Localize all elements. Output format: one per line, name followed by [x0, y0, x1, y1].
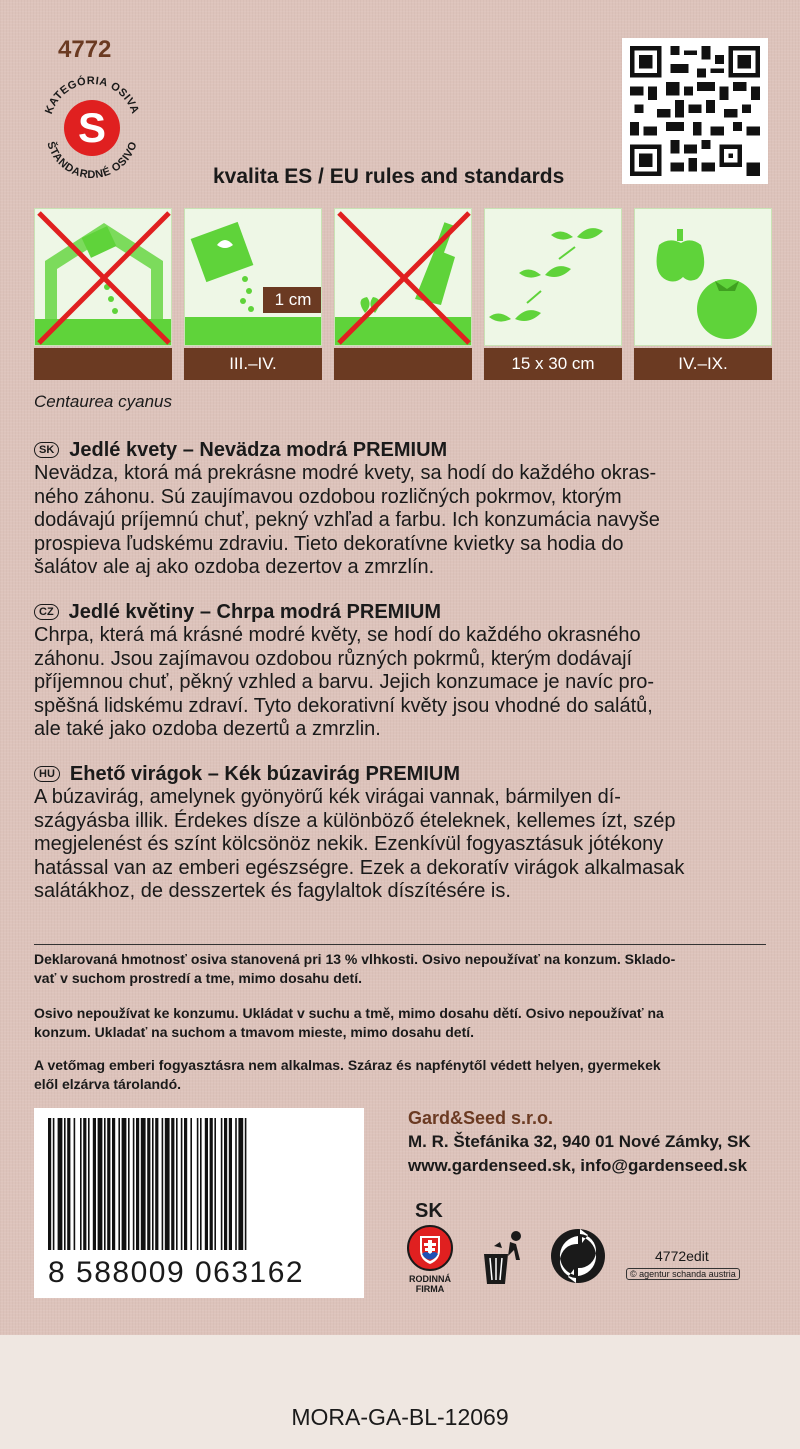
section-text: A búzavirág, amelynek gyönyörű kék virágai vannak, bármilyen dí- szágyásba illik. Érdekes dísze a különböző ételeknek, kellemes ízt, szép megjelenést és színt kölcsönöz nekik. Ezenkívül fogyasztásuk jótékony hatással van az emberi egészségre. Ezek a dekoratív virágok alkalmasak salátákhoz, de desszertek és fagylaltok díszítésére is.: [34, 786, 685, 902]
sk-label: SK: [415, 1200, 443, 1222]
barcode: [34, 1108, 364, 1298]
section-hu: [34, 762, 774, 904]
note-sk: Deklarovaná hmotnosť osiva stanovená pri 13 % vlhkosti. Osivo nepoužívať na konzum. Sklado- vať v suchom prostredí a tme, mimo dosahu detí.: [34, 951, 676, 986]
product-code: 4772: [58, 36, 112, 63]
seed-category-badge: [36, 70, 148, 182]
lang-badge: SK: [34, 442, 59, 458]
section-text: Nevädza, ktorá má prekrásne modré kvety, sa hodí do každého okras- ného záhonu. Sú zaujímavou ozdobou rozličných pokrmov, ktorým dodávajú príjemnú chuť, pekný vzhľad a farbu. Ich konzumácia navyše prospieva ľudskému zdraviu. Tieto dekoratívne kvietky sa hodia do šalátov ale aj ako ozdoba dezertov a zmrzlín.: [34, 462, 660, 578]
tidyman-icon: [480, 1228, 530, 1286]
icon-spacing: [484, 208, 622, 380]
company-info: [408, 1106, 751, 1178]
icon-label: [34, 348, 172, 380]
family-firm-text: RODINNÁ FIRMA: [409, 1274, 451, 1294]
latin-name: Centaurea cyanus: [34, 392, 172, 411]
icon-label: IV.–IX.: [634, 348, 772, 380]
section-title: Jedlé kvety – Nevädza modrá PREMIUM: [69, 439, 448, 461]
section-text: Chrpa, která má krásné modré květy, se hodí do každého okrasného záhonu. Jsou zajímavou ozdobou různých pokrmů, kterým dodávají příjemnou chuť, pěkný vzhled a barvu. Jejich konzumace je navíc pro- spěšná lidskému zdraví. Tyto dekorativní květy jsou vhodné do salátů, ale také jako ozdoba dezertů a zmrzlin.: [34, 624, 655, 740]
lang-badge: CZ: [34, 604, 59, 620]
icon-greenhouse-crossed: [34, 208, 172, 380]
section-title: Jedlé květiny – Chrpa modrá PREMIUM: [68, 601, 441, 623]
section-sk: [34, 438, 774, 580]
note-cz-sk: Osivo nepoužívat ke konzumu. Ukládat v suchu a tmě, mimo dosahu dětí. Osivo nepoužívať na konzum. Ukladať na suchom a tmavom mieste, mimo dosahu detí.: [34, 1005, 664, 1040]
badge-top-text: KATEGÓRIA OSIVA: [42, 74, 142, 116]
logos: [400, 1196, 770, 1306]
agency-credit: © agentur schanda austria: [626, 1268, 740, 1280]
icon-harvest: [634, 208, 772, 380]
company-name: Gard&Seed s.r.o.: [408, 1108, 554, 1128]
icon-transplanting-crossed: [334, 208, 472, 380]
icon-label: 15 x 30 cm: [484, 348, 622, 380]
sowing-depth: 1 cm: [263, 287, 322, 313]
qr-code[interactable]: [622, 38, 768, 184]
green-dot-icon: [550, 1228, 606, 1284]
barcode-bars: [34, 1108, 364, 1258]
icon-label: [334, 348, 472, 380]
icon-direct-sowing: [184, 208, 322, 380]
icon-label: III.–IV.: [184, 348, 322, 380]
divider: [34, 944, 766, 945]
seed-packet-icon: [185, 209, 322, 346]
section-title: Ehető virágok – Kék búzavirág PREMIUM: [69, 763, 460, 785]
note-hu: A vetőmag emberi fogyasztásra nem alkalmas. Száraz és napfénytől védett helyen, gyermekek elől elzárva tárolandó.: [34, 1057, 661, 1092]
quality-standard: kvalita ES / EU rules and standards: [213, 165, 565, 188]
trowel-icon: [335, 209, 472, 346]
company-contact[interactable]: www.gardenseed.sk, info@gardenseed.sk: [408, 1156, 748, 1175]
sowing-instructions: [34, 208, 776, 380]
edit-code: 4772edit: [655, 1248, 709, 1264]
greenhouse-icon: [35, 209, 172, 346]
qr-code-icon: [630, 46, 760, 176]
category-s-icon: [36, 70, 148, 182]
lang-badge: HU: [34, 766, 60, 782]
vegetables-icon: [635, 209, 772, 346]
spacing-icon: [485, 209, 622, 346]
badge-letter: S: [77, 104, 107, 151]
family-firm-icon: [406, 1224, 454, 1272]
footer-code: MORA-GA-BL-12069: [291, 1404, 509, 1430]
section-cz: [34, 600, 774, 742]
barcode-number: 8 588009 063162: [48, 1256, 305, 1289]
badge-bottom-text: ŠTANDARDNÉ OSIVO: [44, 140, 140, 182]
company-address: M. R. Štefánika 32, 940 01 Nové Zámky, SK: [408, 1132, 751, 1151]
